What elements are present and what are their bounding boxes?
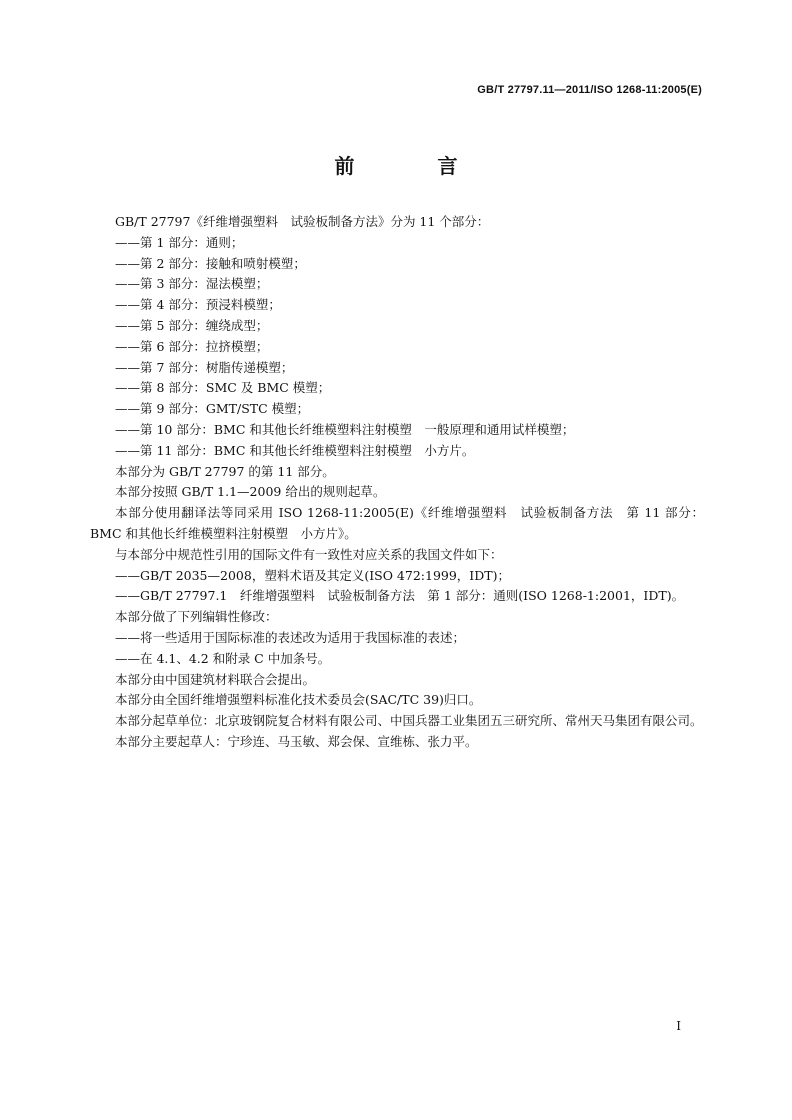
paragraph-proposed-by: 本部分由中国建筑材料联合会提出。 xyxy=(115,671,316,687)
list-item-part-6: ——第 6 部分：拉挤模塑； xyxy=(115,338,269,354)
list-item-part-7: ——第 7 部分：树脂传递模塑； xyxy=(115,359,294,375)
paragraph-drafting-units: 本部分起草单位：北京玻钢院复合材料有限公司、中国兵器工业集团五三研究所、常州天马集团有限公司。 xyxy=(115,713,703,729)
list-item-part-4: ——第 4 部分：预浸料模塑； xyxy=(115,297,281,313)
list-item-part-8: ——第 8 部分：SMC 及 BMC 模塑； xyxy=(115,380,331,396)
list-item-edit-2: ——在 4.1、4.2 和附录 C 中加条号。 xyxy=(115,650,331,666)
list-item-part-2: ——第 2 部分：接触和喷射模塑； xyxy=(115,255,306,271)
list-item-reference-1: ——GB/T 2035—2008，塑料术语及其定义(ISO 472:1999，IDT)； xyxy=(115,567,510,583)
foreword-body xyxy=(90,212,704,753)
page-title: 前 言 xyxy=(334,154,496,178)
paragraph-references-intro: 与本部分中规范性引用的国际文件有一致性对应关系的我国文件如下： xyxy=(115,546,503,562)
list-item-part-9: ——第 9 部分：GMT/STC 模塑； xyxy=(115,401,310,417)
paragraph-adoption: 本部分使用翻译法等同采用 ISO 1268-11:2005(E)《纤维增强塑料 试验板制备方法 第 11 部分：BMC 和其他长纤维模塑料注射模塑 小方片》。 xyxy=(90,505,704,541)
paragraph-this-part: 本部分为 GB/T 27797 的第 11 部分。 xyxy=(115,463,335,479)
paragraph-drafting-rules: 本部分按照 GB/T 1.1—2009 给出的规则起草。 xyxy=(115,484,386,500)
paragraph-parts-intro: GB/T 27797《纤维增强塑料 试验板制备方法》分为 11 个部分： xyxy=(115,214,490,229)
list-item-part-3: ——第 3 部分：湿法模塑； xyxy=(115,276,269,292)
page-number: I xyxy=(676,1019,681,1033)
list-item-edit-1: ——将一些适用于国际标准的表述改为适用于我国标准的表述； xyxy=(115,629,466,645)
list-item-part-5: ——第 5 部分：缠绕成型； xyxy=(115,317,269,333)
standard-code-header: GB/T 27797.11—2011/ISO 1268-11:2005(E) xyxy=(477,84,702,96)
paragraph-drafters: 本部分主要起草人：宁珍连、马玉敏、郑会保、宣维栋、张力平。 xyxy=(115,733,478,749)
list-item-part-11: ——第 11 部分：BMC 和其他长纤维模塑料注射模塑 小方片。 xyxy=(115,442,475,458)
paragraph-edits-intro: 本部分做了下列编辑性修改： xyxy=(115,609,278,625)
list-item-part-1: ——第 1 部分：通则； xyxy=(115,234,244,250)
list-item-part-10: ——第 10 部分：BMC 和其他长纤维模塑料注射模塑 一般原理和通用试样模塑； xyxy=(115,421,575,437)
paragraph-administered-by: 本部分由全国纤维增强塑料标准化技术委员会(SAC/TC 39)归口。 xyxy=(115,692,482,708)
list-item-reference-2: ——GB/T 27797.1 纤维增强塑料 试验板制备方法 第 1 部分：通则(ISO 1268-1:2001，IDT)。 xyxy=(115,588,685,604)
